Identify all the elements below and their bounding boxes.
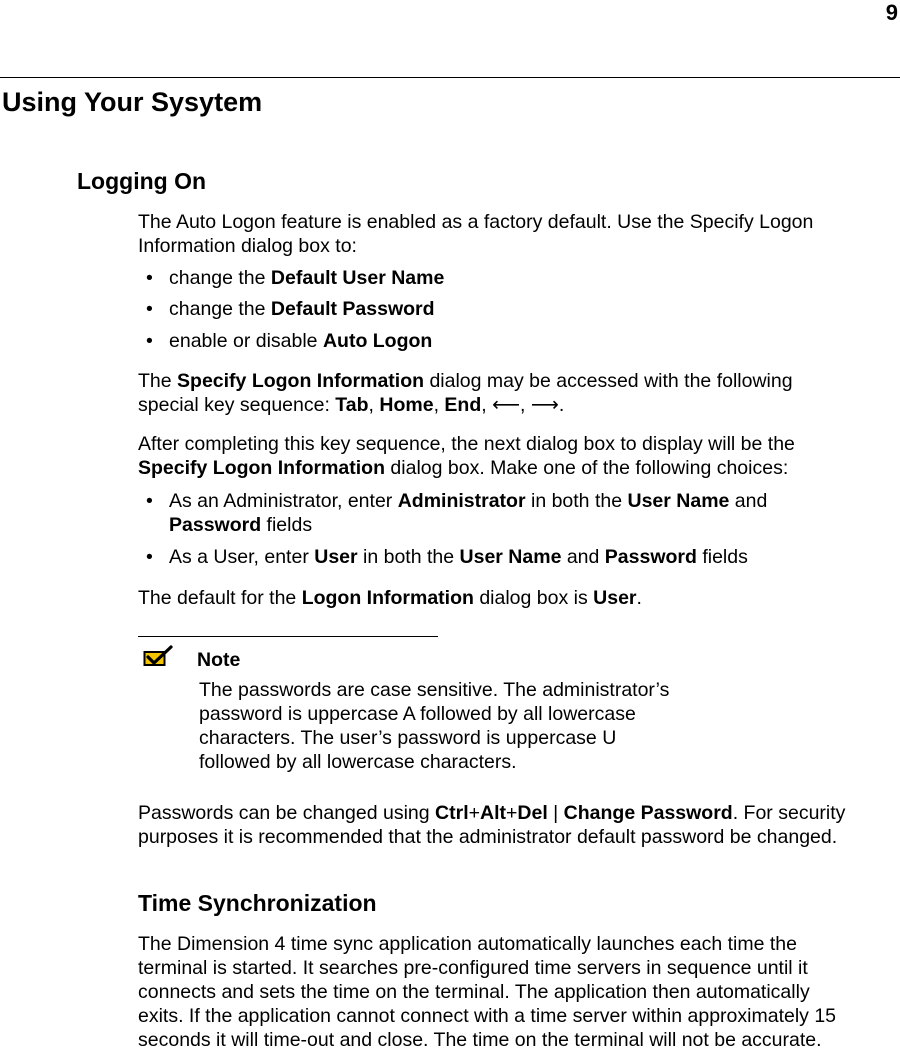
header-divider [0,77,900,78]
intro-line-2: Information dialog box to: [138,235,357,257]
intro-paragraph [138,210,813,258]
bullet-text: As an Administrator, enter Administrator in both the User Name and Password fields [169,490,768,536]
bullet-text: change the Default Password [169,298,435,320]
time-sync-paragraph: The Dimension 4 time sync application automatically launches each time the terminal is started. It searches pre-configured time servers in sequence until it connects and sets the time on the terminal. The application then automatically exits. If the application cannot connect with a time server within approximately 15 seconds it will time-out and close. The time on the terminal will not be accurate. [138,933,837,1051]
bullet-text: enable or disable Auto Logon [169,330,433,352]
page-number: 9 [885,0,898,25]
note-label: Note [197,649,241,671]
intro-line-1: The Auto Logon feature is enabled as a factory default. Use the Specify Logon [138,211,814,233]
note-divider [138,636,438,637]
note-body: The passwords are case sensitive. The administrator’s password is uppercase A followed by all lowercase characters. The user’s password is uppercase U followed by all lowercase characters. [199,679,670,773]
bullet-dot: • [146,546,153,568]
access-paragraph: The Specify Logon Information dialog may be accessed with the following special key sequence: Tab, Home, End, ⟵, ⟶. [138,370,793,416]
bullet-text: change the Default User Name [169,267,445,289]
checkmark-note-icon [143,645,173,667]
section-heading-time-sync: Time Synchronization [138,890,377,916]
after-sequence-paragraph: After completing this key sequence, the next dialog box to display will be the Specify Logon Information dialog box. Make one of the following choices: [138,433,795,479]
chapter-title: Using Your Sysytem [2,87,263,117]
passwords-paragraph: Passwords can be changed using Ctrl+Alt+Del | Change Password. For security purposes it is recommended that the administrator default password be changed. [138,802,846,848]
bullet-dot: • [146,298,153,320]
bullet-dot: • [146,330,153,352]
bullet-text: As a User, enter User in both the User Name and Password fields [169,546,748,568]
default-paragraph: The default for the Logon Information dialog box is User. [138,587,642,609]
section-heading-logging-on: Logging On [77,168,207,194]
bullet-dot: • [146,490,153,512]
bullet-dot: • [146,267,153,289]
